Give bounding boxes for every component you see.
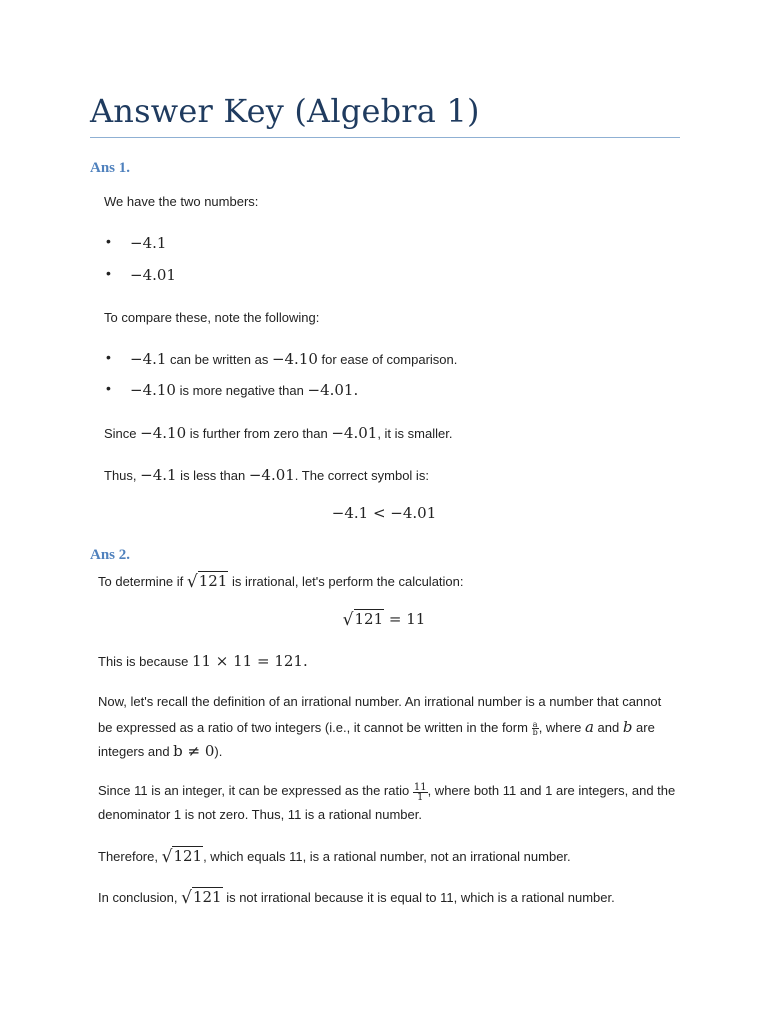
radicand: 121	[198, 572, 228, 590]
text: integers and	[98, 744, 174, 759]
ans2-determine	[98, 572, 464, 592]
note-text: for ease of comparison.	[317, 352, 458, 367]
text: Since	[104, 426, 141, 441]
bullet-icon: •	[106, 380, 111, 396]
square-root-expression	[343, 610, 384, 630]
ans1-heading: Ans 1.	[90, 160, 131, 176]
ans2-since-line2: denominator 1 is not zero. Thus, 11 is a rational number.	[98, 807, 422, 822]
bullet-icon: •	[106, 233, 111, 249]
text: , where both 11 and 1 are integers, and the	[427, 783, 676, 798]
bullet-icon: •	[106, 349, 111, 365]
ans2-heading: Ans 2.	[90, 547, 131, 563]
text: is not irrational because it is equal to 11, which is a rational number.	[222, 890, 615, 905]
math-expression: 11 × 11 = 121	[191, 652, 303, 670]
variable: a	[584, 718, 594, 736]
math-expression: −4.01	[331, 424, 378, 442]
list-item	[106, 265, 176, 284]
math-expression: b ≠ 0	[173, 742, 215, 760]
fraction-numerator: a	[532, 720, 538, 729]
variable: b	[622, 718, 633, 736]
text: , which equals 11, is a rational number, not an irrational number.	[203, 849, 571, 864]
list-item	[106, 380, 359, 399]
text: Thus,	[104, 468, 141, 483]
equation-rhs: = 11	[384, 610, 426, 628]
ans1-since	[104, 424, 452, 442]
text: is less than	[176, 468, 249, 483]
text: is irrational, let's perform the calculation:	[228, 574, 464, 589]
note-text: .	[353, 381, 359, 399]
radicand: 121	[173, 847, 203, 865]
square-root-expression	[187, 572, 228, 592]
text: be expressed as a ratio of two integers (i.e., it cannot be written in the form	[98, 720, 532, 735]
text: and	[593, 720, 623, 735]
radicand: 121	[192, 888, 222, 906]
list-item	[106, 233, 167, 252]
math-expression: −4.10	[130, 381, 176, 399]
text: To determine if	[98, 574, 187, 589]
text: , where	[538, 720, 585, 735]
fraction	[413, 783, 428, 802]
number-value: −4.1	[130, 234, 167, 252]
ans1-result-equation: −4.1 < −4.01	[331, 504, 437, 522]
number-value: −4.01	[130, 266, 176, 284]
bullet-icon: •	[106, 265, 111, 281]
math-expression: −4.1	[130, 350, 167, 368]
text: .	[302, 652, 308, 670]
ans1-intro: We have the two numbers:	[104, 194, 259, 209]
ans2-conclusion	[98, 888, 615, 908]
fraction-numerator: 11	[413, 782, 427, 793]
fraction-denominator: 1	[417, 792, 424, 803]
text: This is because	[98, 654, 192, 669]
text: is further from zero than	[186, 426, 332, 441]
math-expression: −4.01	[248, 466, 295, 484]
text: are	[632, 720, 655, 735]
math-expression: −4.10	[140, 424, 187, 442]
radical-icon: √	[342, 610, 354, 630]
ans1-thus	[104, 466, 429, 484]
ans2-definition-line2	[98, 718, 655, 736]
ans2-definition-line1: Now, let's recall the definition of an irrational number. An irrational number is a number that cannot	[98, 694, 662, 709]
text: , it is smaller.	[377, 426, 453, 441]
fraction	[532, 721, 539, 736]
ans2-therefore	[98, 847, 571, 867]
list-item	[106, 349, 458, 368]
square-root-expression	[162, 847, 203, 867]
radical-icon: √	[186, 572, 198, 592]
ans2-since-line1	[98, 783, 675, 802]
text: Since 11 is an integer, it can be expressed as the ratio	[98, 783, 413, 798]
text: ).	[214, 744, 223, 759]
text: . The correct symbol is:	[294, 468, 429, 483]
ans1-compare-intro: To compare these, note the following:	[104, 310, 320, 325]
radical-icon: √	[161, 847, 173, 867]
text: In conclusion,	[98, 890, 182, 905]
note-text: can be written as	[166, 352, 272, 367]
ans2-equation	[0, 610, 768, 630]
ans2-because	[98, 652, 308, 670]
note-text: is more negative than	[175, 383, 308, 398]
math-expression: −4.1	[140, 466, 177, 484]
ans2-definition-line3	[98, 742, 222, 760]
square-root-expression	[181, 888, 222, 908]
title-underline	[90, 137, 680, 138]
text: Therefore,	[98, 849, 162, 864]
page-title: Answer Key (Algebra 1)	[90, 92, 480, 130]
radicand: 121	[354, 610, 384, 628]
math-expression: −4.10	[271, 350, 318, 368]
radical-icon: √	[181, 888, 192, 908]
fraction-denominator: b	[532, 728, 538, 737]
math-expression: −4.01	[307, 381, 354, 399]
